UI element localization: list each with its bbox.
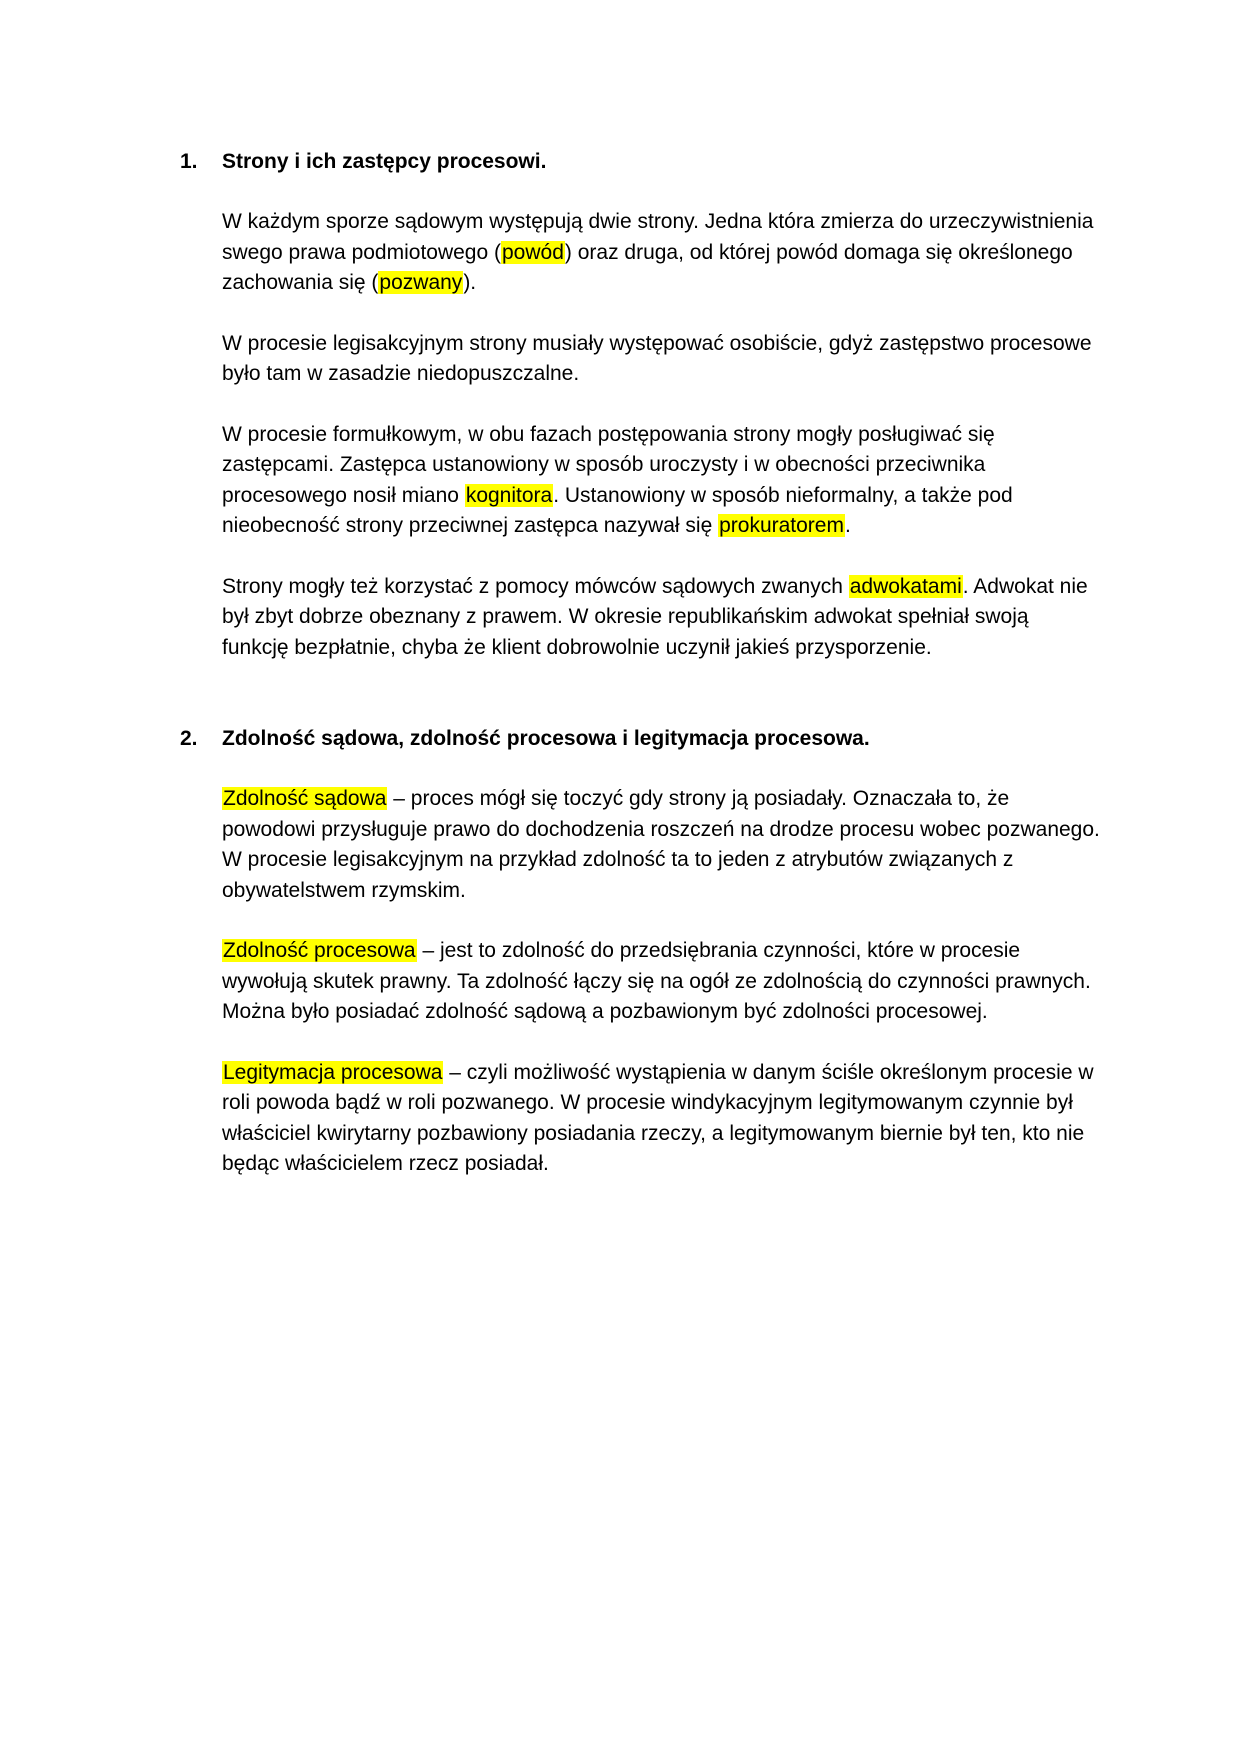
section-1-paragraph-4	[222, 572, 1100, 664]
section-1-heading	[180, 147, 1100, 177]
text-run: .	[844, 514, 851, 537]
section-1-number: 1.	[180, 150, 198, 173]
section-1	[180, 147, 1100, 663]
section-2-paragraph-2	[222, 936, 1100, 1028]
section-1-title: Strony i ich zastępcy procesowi.	[222, 150, 547, 173]
section-2-number: 2.	[180, 727, 198, 750]
section-1-paragraph-2: W procesie legisakcyjnym strony musiały występować osobiście, gdyż zastępstwo procesowe było tam w zasadzie niedopuszczalne.	[222, 331, 1092, 385]
section-2-title: Zdolność sądowa, zdolność procesowa i legitymacja procesowa.	[222, 727, 870, 750]
section-2-paragraph-1	[222, 784, 1100, 906]
text-run: – czyli możliwość wystąpienia w danym ściśle określonym procesie w roli powoda bądź w roli pozwanego. W procesie windykacyjnym legitymowanym czynnie był właściciel kwirytarny pozbawiony posiadania rzeczy, a legitymowanym biernie był ten, kto nie będąc właścicielem rzecz posiadał.	[222, 1060, 1094, 1175]
section-2-heading	[180, 724, 1100, 754]
highlight-zdolnosc-sadowa: Zdolność sądowa	[223, 787, 387, 810]
section-2	[180, 724, 1100, 1180]
text-run: . Adwokat nie był zbyt dobrze obeznany z prawem. W okresie republikańskim adwokat spełniał swoją funkcję bezpłatnie, chyba że klient dobrowolnie uczynił jakieś przysporzenie.	[222, 574, 1088, 659]
section-2-paragraph-3	[222, 1058, 1100, 1180]
text-run: Strony mogły też korzystać z pomocy mówców sądowych zwanych	[222, 574, 849, 598]
highlight-zdolnosc-procesowa: Zdolność procesowa	[223, 939, 416, 962]
section-1-paragraph-1	[222, 207, 1100, 299]
text-run: W procesie formułkowym, w obu fazach postępowania strony mogły posługiwać się zastępcami. Zastępca ustanowiony w sposób uroczysty i w obecności przeciwnika procesowego nosił miano	[222, 422, 995, 507]
highlight-legitymacja-procesowa: Legitymacja procesowa	[223, 1060, 443, 1084]
highlight-powod: powód	[502, 240, 564, 264]
text-run: W każdym sporze sądowym występują dwie strony. Jedna która zmierza do urzeczywistnienia swego prawa podmiotowego (	[222, 210, 1094, 264]
text-run: – proces mógł się toczyć gdy strony ją posiadały. Oznaczała to, że powodowi przysługuje prawo do dochodzenia roszczeń na drodze procesu wobec pozwanego. W procesie legisakcyjnym na przykład zdolność ta to jeden z atrybutów związanych z obywatelstwem rzymskim.	[222, 787, 1100, 902]
section-1-paragraph-3	[222, 420, 1100, 542]
text-run: ).	[463, 271, 477, 294]
highlight-pozwany: pozwany	[379, 271, 463, 294]
text-run: ) oraz druga, od której powód domaga się określonego zachowania się (	[222, 240, 1073, 294]
highlight-kognitora: kognitora	[465, 483, 553, 507]
highlight-prokuratorem: prokuratorem	[719, 514, 844, 537]
text-run: – jest to zdolność do przedsiębrania czynności, które w procesie wywołują skutek prawny. Ta zdolność łączy się na ogół ze zdolnością do czynności prawnych. Można było posiadać zdolność sądową a pozbawionym być zdolności procesowej.	[222, 939, 1091, 1023]
text-run: . Ustanowiony w sposób nieformalny, a także pod nieobecność strony przeciwnej zastępca nazywał się	[222, 483, 1013, 537]
highlight-adwokatami: adwokatami	[849, 574, 962, 598]
